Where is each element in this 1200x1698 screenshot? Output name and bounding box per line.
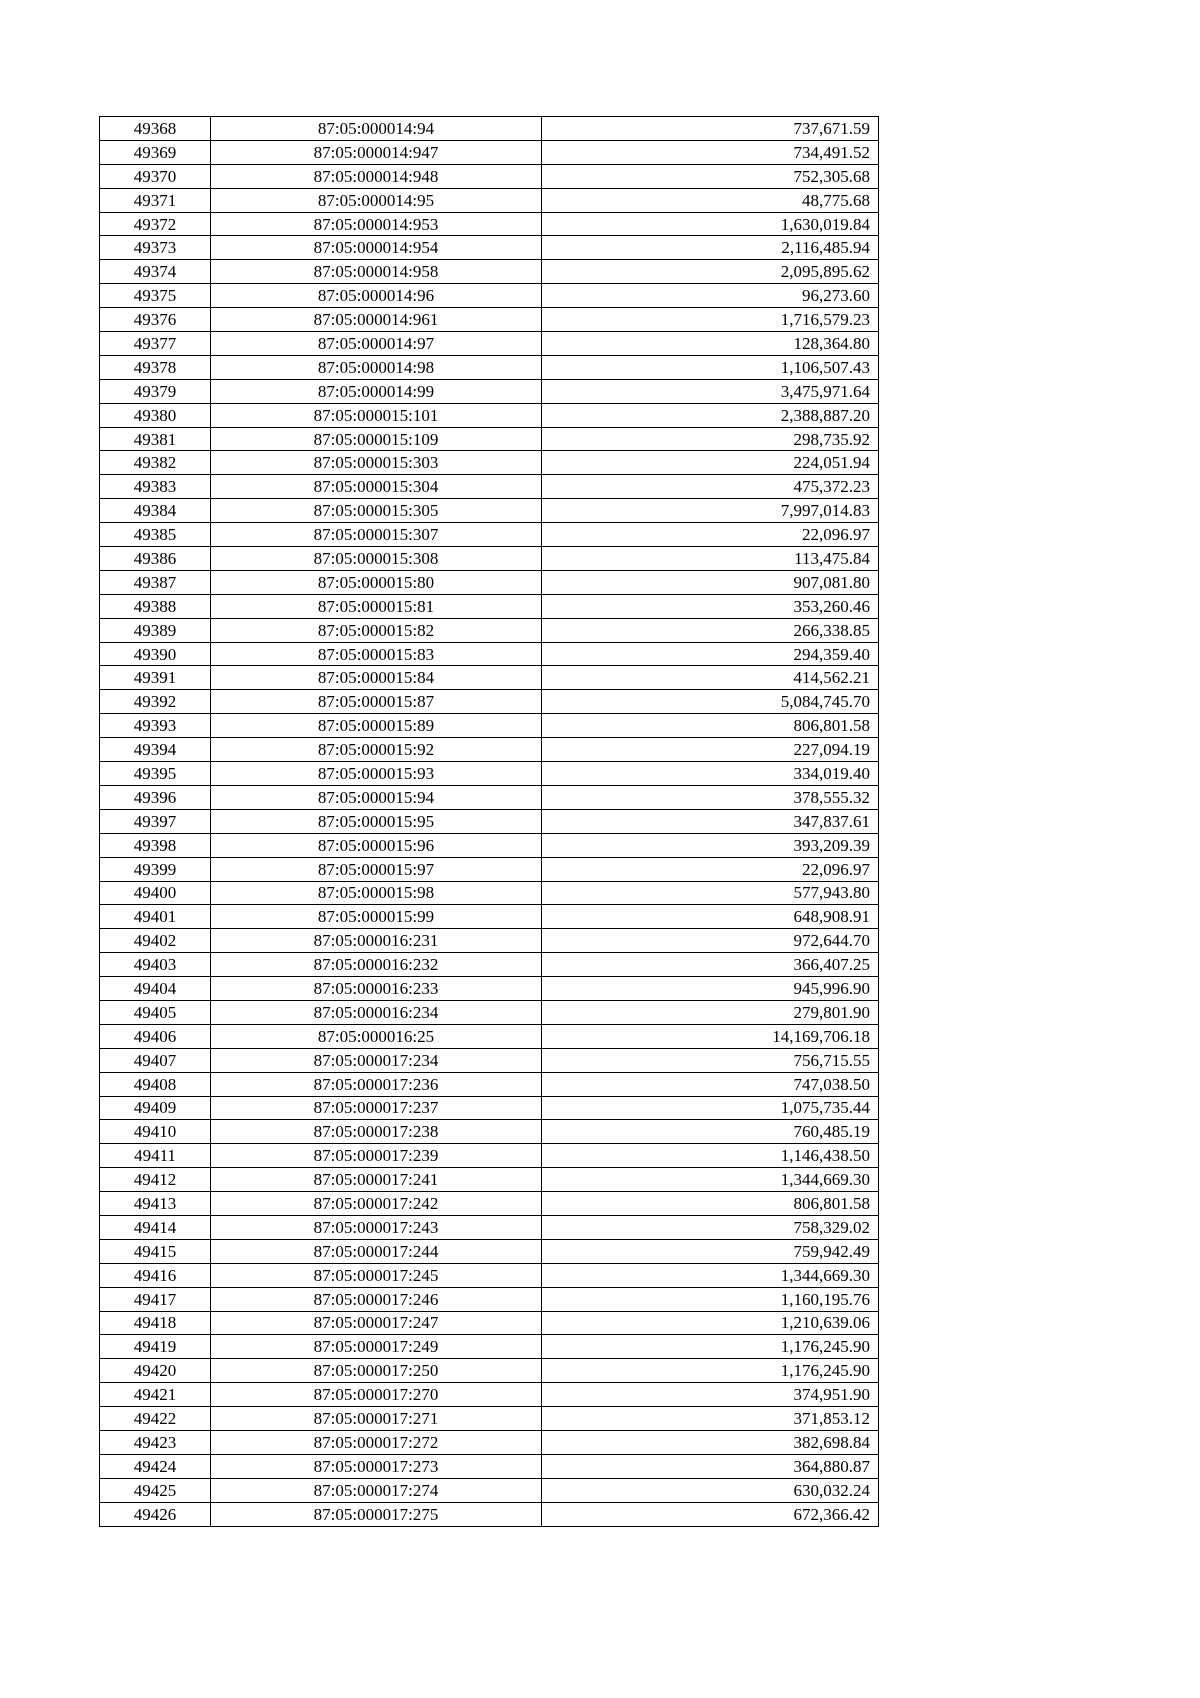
value-cell: 266,338.85 [542, 618, 879, 642]
cadastral-number-cell: 87:05:000017:236 [211, 1072, 542, 1096]
table-row [100, 809, 879, 833]
value-cell: 113,475.84 [542, 547, 879, 571]
row-number-cell: 49407 [100, 1048, 211, 1072]
value-cell: 756,715.55 [542, 1048, 879, 1072]
value-cell: 972,644.70 [542, 929, 879, 953]
cadastral-number-cell: 87:05:000014:953 [211, 212, 542, 236]
value-cell: 475,372.23 [542, 475, 879, 499]
value-cell: 334,019.40 [542, 762, 879, 786]
table-row [100, 1502, 879, 1526]
cadastral-number-cell: 87:05:000017:250 [211, 1359, 542, 1383]
row-number-cell: 49379 [100, 379, 211, 403]
value-cell: 1,344,669.30 [542, 1263, 879, 1287]
row-number-cell: 49424 [100, 1454, 211, 1478]
value-cell: 347,837.61 [542, 809, 879, 833]
table-row [100, 1120, 879, 1144]
value-cell: 1,075,735.44 [542, 1096, 879, 1120]
table-row [100, 427, 879, 451]
value-cell: 1,160,195.76 [542, 1287, 879, 1311]
value-cell: 2,095,895.62 [542, 260, 879, 284]
row-number-cell: 49384 [100, 499, 211, 523]
cadastral-number-cell: 87:05:000015:94 [211, 785, 542, 809]
value-cell: 1,176,245.90 [542, 1335, 879, 1359]
table-row [100, 1263, 879, 1287]
cadastral-number-cell: 87:05:000017:237 [211, 1096, 542, 1120]
value-cell: 648,908.91 [542, 905, 879, 929]
row-number-cell: 49415 [100, 1239, 211, 1263]
value-cell: 759,942.49 [542, 1239, 879, 1263]
cadastral-number-cell: 87:05:000017:239 [211, 1144, 542, 1168]
value-cell: 758,329.02 [542, 1215, 879, 1239]
cadastral-number-cell: 87:05:000014:99 [211, 379, 542, 403]
value-cell: 1,630,019.84 [542, 212, 879, 236]
value-cell: 1,344,669.30 [542, 1168, 879, 1192]
value-cell: 227,094.19 [542, 738, 879, 762]
row-number-cell: 49394 [100, 738, 211, 762]
row-number-cell: 49410 [100, 1120, 211, 1144]
table-row [100, 833, 879, 857]
row-number-cell: 49409 [100, 1096, 211, 1120]
cadastral-number-cell: 87:05:000015:99 [211, 905, 542, 929]
row-number-cell: 49425 [100, 1478, 211, 1502]
cadastral-number-cell: 87:05:000015:303 [211, 451, 542, 475]
row-number-cell: 49371 [100, 188, 211, 212]
value-cell: 945,996.90 [542, 977, 879, 1001]
cadastral-number-cell: 87:05:000017:242 [211, 1192, 542, 1216]
row-number-cell: 49399 [100, 857, 211, 881]
row-number-cell: 49419 [100, 1335, 211, 1359]
value-cell: 294,359.40 [542, 642, 879, 666]
value-cell: 760,485.19 [542, 1120, 879, 1144]
value-cell: 48,775.68 [542, 188, 879, 212]
cadastral-number-cell: 87:05:000017:249 [211, 1335, 542, 1359]
table-row [100, 499, 879, 523]
cadastral-number-cell: 87:05:000017:238 [211, 1120, 542, 1144]
cadastral-number-cell: 87:05:000015:87 [211, 690, 542, 714]
table-row [100, 236, 879, 260]
cadastral-number-cell: 87:05:000017:271 [211, 1407, 542, 1431]
row-number-cell: 49368 [100, 117, 211, 141]
row-number-cell: 49387 [100, 570, 211, 594]
row-number-cell: 49401 [100, 905, 211, 929]
row-number-cell: 49403 [100, 953, 211, 977]
value-cell: 353,260.46 [542, 594, 879, 618]
row-number-cell: 49413 [100, 1192, 211, 1216]
table-row [100, 523, 879, 547]
table-row [100, 1000, 879, 1024]
cadastral-number-cell: 87:05:000014:947 [211, 140, 542, 164]
value-cell: 1,210,639.06 [542, 1311, 879, 1335]
table-row [100, 451, 879, 475]
value-cell: 382,698.84 [542, 1430, 879, 1454]
cadastral-number-cell: 87:05:000015:83 [211, 642, 542, 666]
value-cell: 2,388,887.20 [542, 403, 879, 427]
table-row [100, 881, 879, 905]
cadastral-number-cell: 87:05:000017:241 [211, 1168, 542, 1192]
value-cell: 752,305.68 [542, 164, 879, 188]
cadastral-number-cell: 87:05:000016:25 [211, 1024, 542, 1048]
table-row [100, 1024, 879, 1048]
value-cell: 806,801.58 [542, 1192, 879, 1216]
table-row [100, 140, 879, 164]
row-number-cell: 49372 [100, 212, 211, 236]
row-number-cell: 49383 [100, 475, 211, 499]
row-number-cell: 49422 [100, 1407, 211, 1431]
cadastral-number-cell: 87:05:000014:961 [211, 308, 542, 332]
cadastral-number-cell: 87:05:000016:231 [211, 929, 542, 953]
cadastral-number-cell: 87:05:000017:243 [211, 1215, 542, 1239]
value-cell: 96,273.60 [542, 284, 879, 308]
cadastral-number-cell: 87:05:000017:245 [211, 1263, 542, 1287]
table-row [100, 1192, 879, 1216]
table-row [100, 1168, 879, 1192]
table-row [100, 1335, 879, 1359]
cadastral-number-cell: 87:05:000014:94 [211, 117, 542, 141]
value-cell: 630,032.24 [542, 1478, 879, 1502]
table-row [100, 332, 879, 356]
row-number-cell: 49381 [100, 427, 211, 451]
row-number-cell: 49386 [100, 547, 211, 571]
table-row [100, 738, 879, 762]
cadastral-number-cell: 87:05:000015:308 [211, 547, 542, 571]
row-number-cell: 49393 [100, 714, 211, 738]
table-row [100, 379, 879, 403]
value-cell: 577,943.80 [542, 881, 879, 905]
value-cell: 672,366.42 [542, 1502, 879, 1526]
value-cell: 1,106,507.43 [542, 355, 879, 379]
cadastral-number-cell: 87:05:000014:98 [211, 355, 542, 379]
table-row [100, 762, 879, 786]
cadastral-number-cell: 87:05:000017:275 [211, 1502, 542, 1526]
table-row [100, 403, 879, 427]
value-cell: 22,096.97 [542, 523, 879, 547]
value-cell: 7,997,014.83 [542, 499, 879, 523]
value-cell: 907,081.80 [542, 570, 879, 594]
cadastral-number-cell: 87:05:000015:304 [211, 475, 542, 499]
row-number-cell: 49397 [100, 809, 211, 833]
table-row [100, 1287, 879, 1311]
table-row [100, 260, 879, 284]
row-number-cell: 49400 [100, 881, 211, 905]
value-cell: 128,364.80 [542, 332, 879, 356]
row-number-cell: 49380 [100, 403, 211, 427]
value-cell: 371,853.12 [542, 1407, 879, 1431]
cadastral-number-cell: 87:05:000017:234 [211, 1048, 542, 1072]
cadastral-number-cell: 87:05:000015:109 [211, 427, 542, 451]
value-cell: 14,169,706.18 [542, 1024, 879, 1048]
value-cell: 737,671.59 [542, 117, 879, 141]
table-row [100, 714, 879, 738]
table-row [100, 1383, 879, 1407]
value-cell: 374,951.90 [542, 1383, 879, 1407]
cadastral-number-cell: 87:05:000017:273 [211, 1454, 542, 1478]
table-row [100, 1407, 879, 1431]
cadastral-number-cell: 87:05:000015:81 [211, 594, 542, 618]
table-row [100, 1096, 879, 1120]
cadastral-number-cell: 87:05:000015:307 [211, 523, 542, 547]
value-cell: 747,038.50 [542, 1072, 879, 1096]
row-number-cell: 49417 [100, 1287, 211, 1311]
value-cell: 806,801.58 [542, 714, 879, 738]
value-cell: 414,562.21 [542, 666, 879, 690]
row-number-cell: 49385 [100, 523, 211, 547]
table-row [100, 1215, 879, 1239]
table-row [100, 1239, 879, 1263]
table-row [100, 1454, 879, 1478]
row-number-cell: 49408 [100, 1072, 211, 1096]
table-row [100, 666, 879, 690]
table-body [100, 117, 879, 1527]
row-number-cell: 49378 [100, 355, 211, 379]
table-row [100, 308, 879, 332]
table-row [100, 570, 879, 594]
row-number-cell: 49377 [100, 332, 211, 356]
cadastral-number-cell: 87:05:000017:270 [211, 1383, 542, 1407]
cadastral-number-cell: 87:05:000015:101 [211, 403, 542, 427]
row-number-cell: 49373 [100, 236, 211, 260]
cadastral-number-cell: 87:05:000015:82 [211, 618, 542, 642]
value-cell: 378,555.32 [542, 785, 879, 809]
value-cell: 734,491.52 [542, 140, 879, 164]
row-number-cell: 49402 [100, 929, 211, 953]
table-row [100, 1048, 879, 1072]
table-row [100, 1311, 879, 1335]
table-row [100, 355, 879, 379]
row-number-cell: 49414 [100, 1215, 211, 1239]
cadastral-number-cell: 87:05:000015:93 [211, 762, 542, 786]
cadastral-number-cell: 87:05:000014:96 [211, 284, 542, 308]
row-number-cell: 49423 [100, 1430, 211, 1454]
value-cell: 279,801.90 [542, 1000, 879, 1024]
cadastral-number-cell: 87:05:000015:84 [211, 666, 542, 690]
row-number-cell: 49392 [100, 690, 211, 714]
table-row [100, 905, 879, 929]
value-cell: 364,880.87 [542, 1454, 879, 1478]
row-number-cell: 49375 [100, 284, 211, 308]
row-number-cell: 49418 [100, 1311, 211, 1335]
cadastral-number-cell: 87:05:000015:305 [211, 499, 542, 523]
row-number-cell: 49395 [100, 762, 211, 786]
cadastral-number-cell: 87:05:000014:954 [211, 236, 542, 260]
row-number-cell: 49376 [100, 308, 211, 332]
cadastral-number-cell: 87:05:000016:233 [211, 977, 542, 1001]
value-cell: 22,096.97 [542, 857, 879, 881]
table-row [100, 1478, 879, 1502]
row-number-cell: 49396 [100, 785, 211, 809]
value-cell: 1,146,438.50 [542, 1144, 879, 1168]
row-number-cell: 49398 [100, 833, 211, 857]
row-number-cell: 49411 [100, 1144, 211, 1168]
row-number-cell: 49369 [100, 140, 211, 164]
cadastral-number-cell: 87:05:000016:234 [211, 1000, 542, 1024]
table-row [100, 977, 879, 1001]
cadastral-number-cell: 87:05:000015:98 [211, 881, 542, 905]
table-row [100, 212, 879, 236]
cadastral-number-cell: 87:05:000016:232 [211, 953, 542, 977]
value-cell: 366,407.25 [542, 953, 879, 977]
table-row [100, 785, 879, 809]
table-row [100, 594, 879, 618]
cadastral-number-cell: 87:05:000014:97 [211, 332, 542, 356]
value-cell: 298,735.92 [542, 427, 879, 451]
cadastral-number-cell: 87:05:000015:97 [211, 857, 542, 881]
table-row [100, 117, 879, 141]
table-row [100, 284, 879, 308]
row-number-cell: 49420 [100, 1359, 211, 1383]
table-row [100, 1144, 879, 1168]
row-number-cell: 49391 [100, 666, 211, 690]
value-cell: 2,116,485.94 [542, 236, 879, 260]
value-cell: 393,209.39 [542, 833, 879, 857]
row-number-cell: 49388 [100, 594, 211, 618]
row-number-cell: 49404 [100, 977, 211, 1001]
table-row [100, 1072, 879, 1096]
value-cell: 3,475,971.64 [542, 379, 879, 403]
table-row [100, 857, 879, 881]
table-row [100, 1359, 879, 1383]
cadastral-number-cell: 87:05:000015:80 [211, 570, 542, 594]
cadastral-number-cell: 87:05:000014:958 [211, 260, 542, 284]
row-number-cell: 49389 [100, 618, 211, 642]
row-number-cell: 49405 [100, 1000, 211, 1024]
table-row [100, 929, 879, 953]
table-row [100, 547, 879, 571]
cadastral-number-cell: 87:05:000015:96 [211, 833, 542, 857]
value-cell: 1,176,245.90 [542, 1359, 879, 1383]
cadastral-number-cell: 87:05:000017:272 [211, 1430, 542, 1454]
row-number-cell: 49412 [100, 1168, 211, 1192]
table-row [100, 1430, 879, 1454]
cadastral-number-cell: 87:05:000017:274 [211, 1478, 542, 1502]
table-row [100, 164, 879, 188]
cadastral-number-cell: 87:05:000017:244 [211, 1239, 542, 1263]
table-row [100, 475, 879, 499]
cadastral-number-cell: 87:05:000014:948 [211, 164, 542, 188]
table-row [100, 188, 879, 212]
table-row [100, 618, 879, 642]
table-row [100, 642, 879, 666]
row-number-cell: 49421 [100, 1383, 211, 1407]
value-cell: 1,716,579.23 [542, 308, 879, 332]
table-row [100, 953, 879, 977]
cadastral-number-cell: 87:05:000017:247 [211, 1311, 542, 1335]
row-number-cell: 49370 [100, 164, 211, 188]
row-number-cell: 49426 [100, 1502, 211, 1526]
row-number-cell: 49382 [100, 451, 211, 475]
cadastral-number-cell: 87:05:000015:89 [211, 714, 542, 738]
cadastral-value-table [99, 116, 879, 1527]
value-cell: 224,051.94 [542, 451, 879, 475]
cadastral-number-cell: 87:05:000015:95 [211, 809, 542, 833]
table-row [100, 690, 879, 714]
cadastral-number-cell: 87:05:000014:95 [211, 188, 542, 212]
cadastral-number-cell: 87:05:000015:92 [211, 738, 542, 762]
row-number-cell: 49390 [100, 642, 211, 666]
cadastral-number-cell: 87:05:000017:246 [211, 1287, 542, 1311]
value-cell: 5,084,745.70 [542, 690, 879, 714]
row-number-cell: 49416 [100, 1263, 211, 1287]
row-number-cell: 49406 [100, 1024, 211, 1048]
row-number-cell: 49374 [100, 260, 211, 284]
